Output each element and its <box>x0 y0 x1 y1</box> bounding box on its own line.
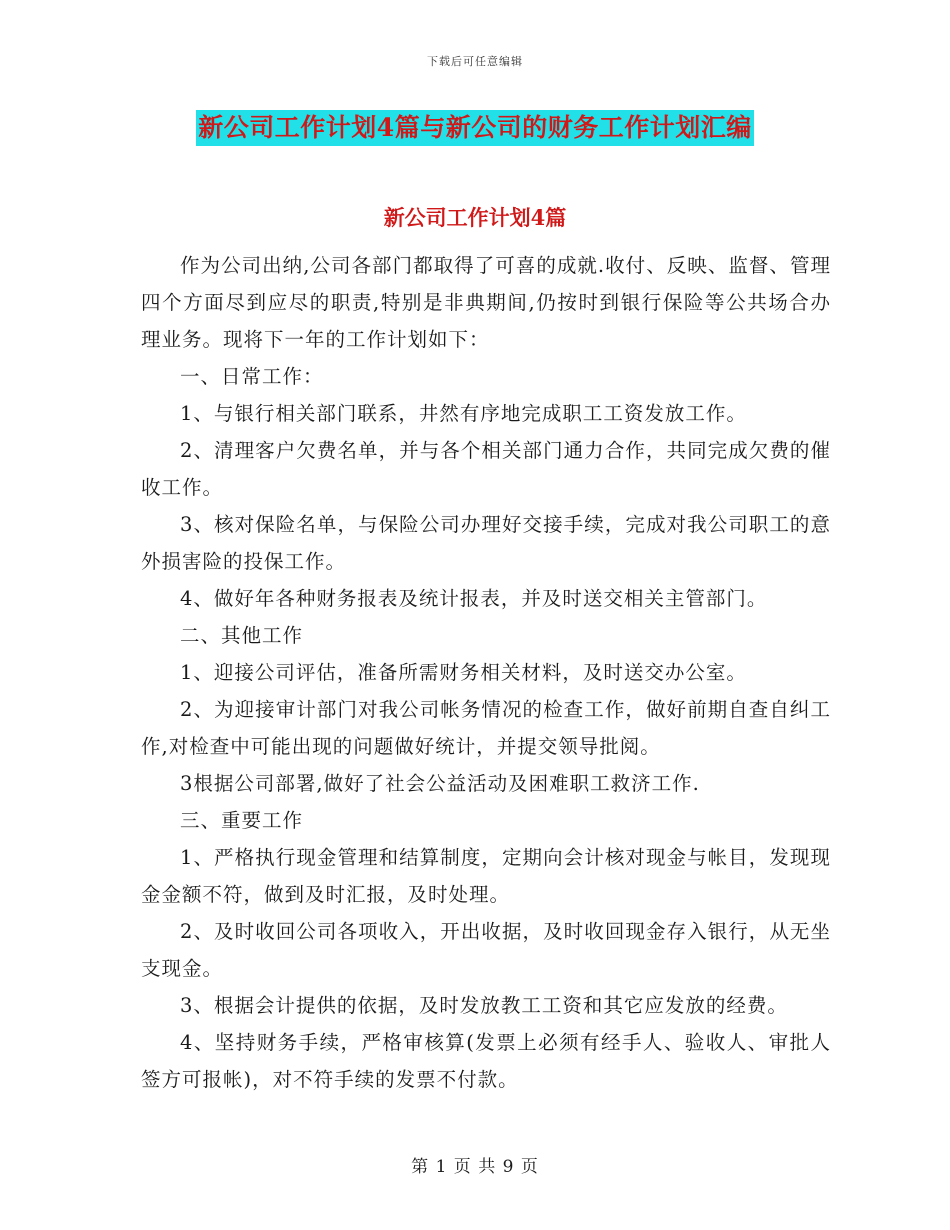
paragraph-item: 3根据公司部署,做好了社会公益活动及困难职工救济工作. <box>180 772 700 795</box>
paragraph-item: 4、坚持财务手续，严格审核算(发票上必须有经手人、验收人、审批人签方可报帐)，对不符手续的发票不付款。 <box>141 1031 831 1091</box>
page-footer: 第 1 页 共 9 页 <box>411 1157 539 1177</box>
main-title: 新公司工作计划4篇与新公司的财务工作计划汇编 <box>196 110 753 146</box>
paragraph-item: 1、迎接公司评估，准备所需财务相关材料，及时送交办公室。 <box>180 661 747 684</box>
document-body <box>141 247 831 1098</box>
section-title: 新公司工作计划4篇 <box>383 205 567 230</box>
paragraph-item: 3、根据会计提供的依据，及时发放教工工资和其它应发放的经费。 <box>180 994 788 1017</box>
header-note: 下载后可任意编辑 <box>427 55 523 68</box>
paragraph-item: 2、清理客户欠费名单，并与各个相关部门通力合作，共同完成欠费的催收工作。 <box>141 439 831 499</box>
heading-other-work: 二、其他工作 <box>180 624 304 647</box>
paragraph-item: 3、核对保险名单，与保险公司办理好交接手续，完成对我公司职工的意外损害险的投保工作。 <box>141 513 831 573</box>
paragraph-item: 2、及时收回公司各项收入，开出收据，及时收回现金存入银行，从无坐支现金。 <box>141 920 831 980</box>
paragraph-intro: 作为公司出纳,公司各部门都取得了可喜的成就.收付、反映、监督、管理四个方面尽到应尽的职责,特别是非典期间,仍按时到银行保险等公共场合办理业务。现将下一年的工作计划如下： <box>141 254 831 351</box>
paragraph-item: 4、做好年各种财务报表及统计报表，并及时送交相关主管部门。 <box>180 587 768 610</box>
paragraph-item: 1、严格执行现金管理和结算制度，定期向会计核对现金与帐目，发现现金金额不符，做到及时汇报，及时处理。 <box>141 846 831 906</box>
main-title-container <box>0 110 950 146</box>
paragraph-item: 2、为迎接审计部门对我公司帐务情况的检查工作，做好前期自查自纠工作,对检查中可能出现的问题做好统计，并提交领导批阅。 <box>141 698 831 758</box>
heading-daily-work: 一、日常工作： <box>180 365 324 388</box>
heading-important-work: 三、重要工作 <box>180 809 304 832</box>
paragraph-item: 1、与银行相关部门联系，井然有序地完成职工工资发放工作。 <box>180 402 747 425</box>
